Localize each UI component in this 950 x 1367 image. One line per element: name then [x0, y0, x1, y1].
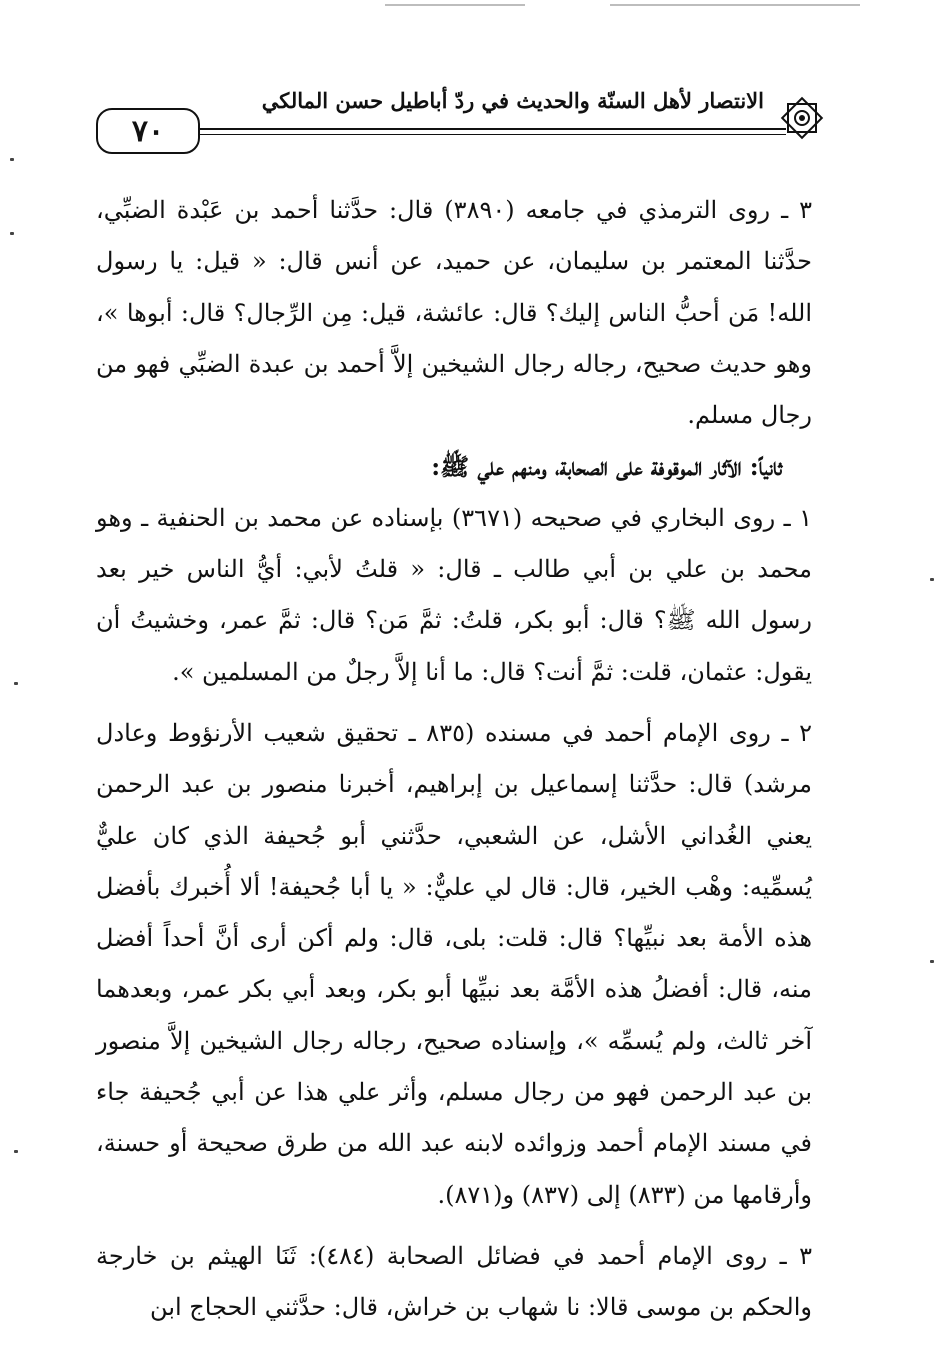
section-heading: ثانياً: الآثار الموقوفة على الصحابة، ومنهم علي ﷺ: [431, 452, 782, 482]
athar-paragraph-ahmad-fadail: ٣ ـ روى الإمام أحمد في فضائل الصحابة (٤٨٤): ثَنَا الهيثم بن خارجة والحكم بن موسى قالا: نا شهاب بن خراش، قال: حدَّثني الحجاج ابن [96, 1241, 812, 1322]
athar-paragraph-ahmad-musnad: ٢ ـ روى الإمام أحمد في مسنده (٨٣٥ ـ تحقيق شعيب الأرنؤوط وعادل مرشد) قال: حدَّثنا إسماعيل بن إبراهيم، أخبرنا منصور بن عبد الرحمن يعني الغُداني الأشل، عن الشعبي، حدَّثني أبو جُحيفة الذي كان عليٌّ يُسمِّيه: وهْب الخير، قال: قال لي عليٌّ: « يا أبا جُحيفة! ألا أُخبرك بأفضل هذه الأمة بعد نبيِّها؟ قال: قلت: بلى، قال: ولم أكن أرى أنَّ أحداً أفضل منه، قال: أفضلُ هذه الأمَّة بعد نبيِّها أبو بكر، وبعد أبي بكر عمر، وبعدهما آخر ثالث، ولم يُسمِّه »، وإسناده صحيح، رجاله رجال الشيخين إلاَّ منصور بن عبد الرحمن فهو من رجال مسلم، وأثر علي هذا عن أبي جُحيفة جاء في مسند الإمام أحمد وزوائده لابنه عبد الله من طرق صحيحة أو حسنة، وأرقامها من (٨٣٣) إلى (٨٣٧) و(٨٧١). [96, 718, 812, 1209]
scan-speck [10, 232, 14, 235]
running-title: الانتصار لأهل السنّة والحديث في ردّ أباطيل حسن المالكي [261, 88, 764, 113]
hadith-paragraph-tirmidhi: ٣ ـ روى الترمذي في جامعه (٣٨٩٠) قال: حدَّثنا أحمد بن عَبْدة الضبِّي، حدَّثنا المعتمر بن سليمان، عن حميد، عن أنس قال: « قيل: يا رسول الله! مَن أحبُّ الناس إليك؟ قال: عائشة، قيل: مِن الرِّجال؟ قال: أبوها »، وهو حديث صحيح، رجاله رجال الشيخين إلاَّ أحمد بن عبدة الضبِّي فهو من رجال مسلم. [96, 196, 812, 430]
header-rule-thin [196, 134, 786, 135]
scan-speck [930, 960, 934, 963]
page-number-frame [96, 108, 200, 154]
athar-paragraph-bukhari: ١ ـ روى البخاري في صحيحه (٣٦٧١) بإسناده عن محمد بن الحنفية ـ وهو محمد بن علي بن أبي طالب ـ قال: « قلتُ لأبي: أيُّ الناس خير بعد رسول الله ﷺ؟ قال: أبو بكر، قلتُ: ثمَّ مَن؟ قال: ثمَّ عمر، وخشيتُ أن يقول: عثمان، قلت: ثمَّ أنت؟ قال: ما أنا إلاَّ رجلٌ من المسلمين ». [96, 503, 813, 686]
scan-speck [10, 158, 14, 161]
star-ornament-icon [778, 94, 826, 142]
page-body [96, 185, 812, 1334]
scan-speck [930, 578, 934, 581]
scan-speck [14, 682, 18, 685]
page-number: ٧٠ [131, 113, 165, 149]
header-rule [196, 128, 786, 130]
scan-speck [14, 1150, 18, 1153]
scan-top-rule [610, 4, 860, 6]
scan-top-rule [385, 4, 525, 6]
page-header [96, 88, 826, 158]
